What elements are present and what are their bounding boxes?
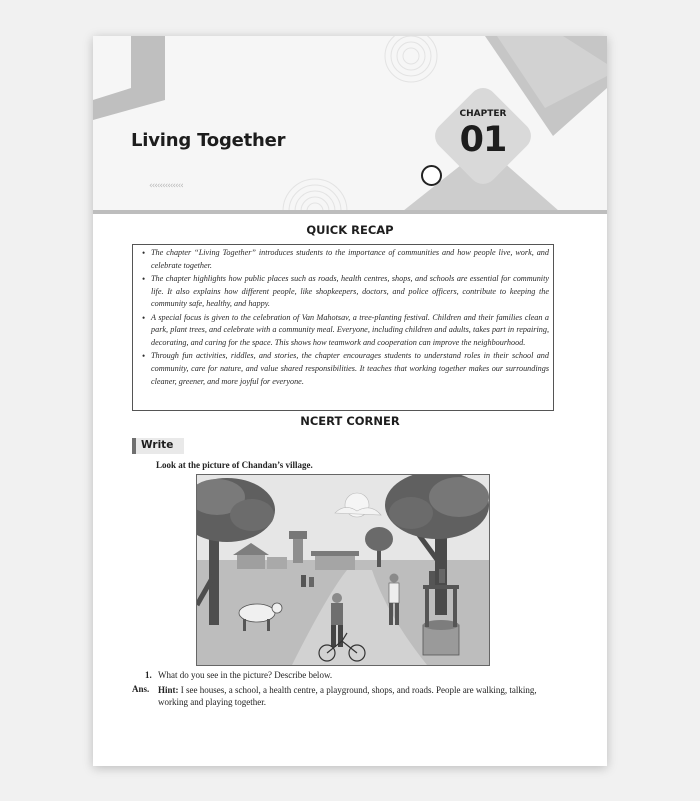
answer-body: I see houses, a school, a health centre, a playground, shops, and roads. People are walking, talking, working and playing together. — [158, 685, 537, 708]
concentric-circles-bottom — [283, 179, 347, 211]
recap-point: • Through fun activities, riddles, and stories, the chapter encourages students to understand roles in their school and community, care for nature, and value shared responsibilities. It teaches that working together makes our surroundings cleaner, greener, and more joyful for everyone. — [151, 350, 549, 388]
ring-decoration — [421, 165, 442, 186]
instruction-text: Look at the picture of Chandan’s village. — [156, 460, 313, 470]
book-page — [93, 36, 607, 766]
hint-label: Hint: — [158, 685, 179, 695]
recap-point: • A special focus is given to the celebration of Van Mahotsav, a tree-planting festival. Children and their families clean a park, plant trees, and celebrate with a community meal. Everyone, including children and adults, takes part in repairing, decorating, and caring for the space. This shows how teamwork and cooperation can improve the neighbourhood. — [151, 312, 549, 350]
quick-recap-heading: QUICK RECAP — [306, 223, 394, 237]
question-text: What do you see in the picture? Describe below. — [158, 670, 333, 680]
recap-point: • The chapter highlights how public places such as roads, health centres, shops, and schools are essential for community life. It also explains how different people, like shopkeepers, doctors, and police officers, contribute to keeping the community safe, healthy, and happy. — [151, 273, 549, 311]
recap-point: • The chapter “Living Together” introduces students to the importance of communities and how people live, work, and celebrate together. — [151, 247, 549, 272]
answer-label: Ans. — [132, 684, 150, 694]
header-divider — [93, 210, 607, 214]
concentric-circles-top — [385, 36, 437, 82]
village-illustration — [197, 475, 489, 665]
chevron-decoration: ‹‹‹‹‹‹‹‹‹‹‹‹‹ — [149, 181, 183, 191]
quick-recap-box — [132, 244, 554, 411]
chapter-title: Living Together — [131, 130, 286, 151]
recap-list — [133, 247, 553, 388]
chapter-number: 01 — [459, 120, 507, 160]
chapter-badge — [431, 84, 535, 188]
question-number: 1. — [145, 670, 152, 680]
write-label: Write — [141, 439, 174, 451]
ncert-corner-heading: NCERT CORNER — [300, 414, 400, 428]
badge-label: CHAPTER — [459, 109, 507, 119]
answer-text — [158, 684, 558, 709]
village-picture — [196, 474, 490, 666]
